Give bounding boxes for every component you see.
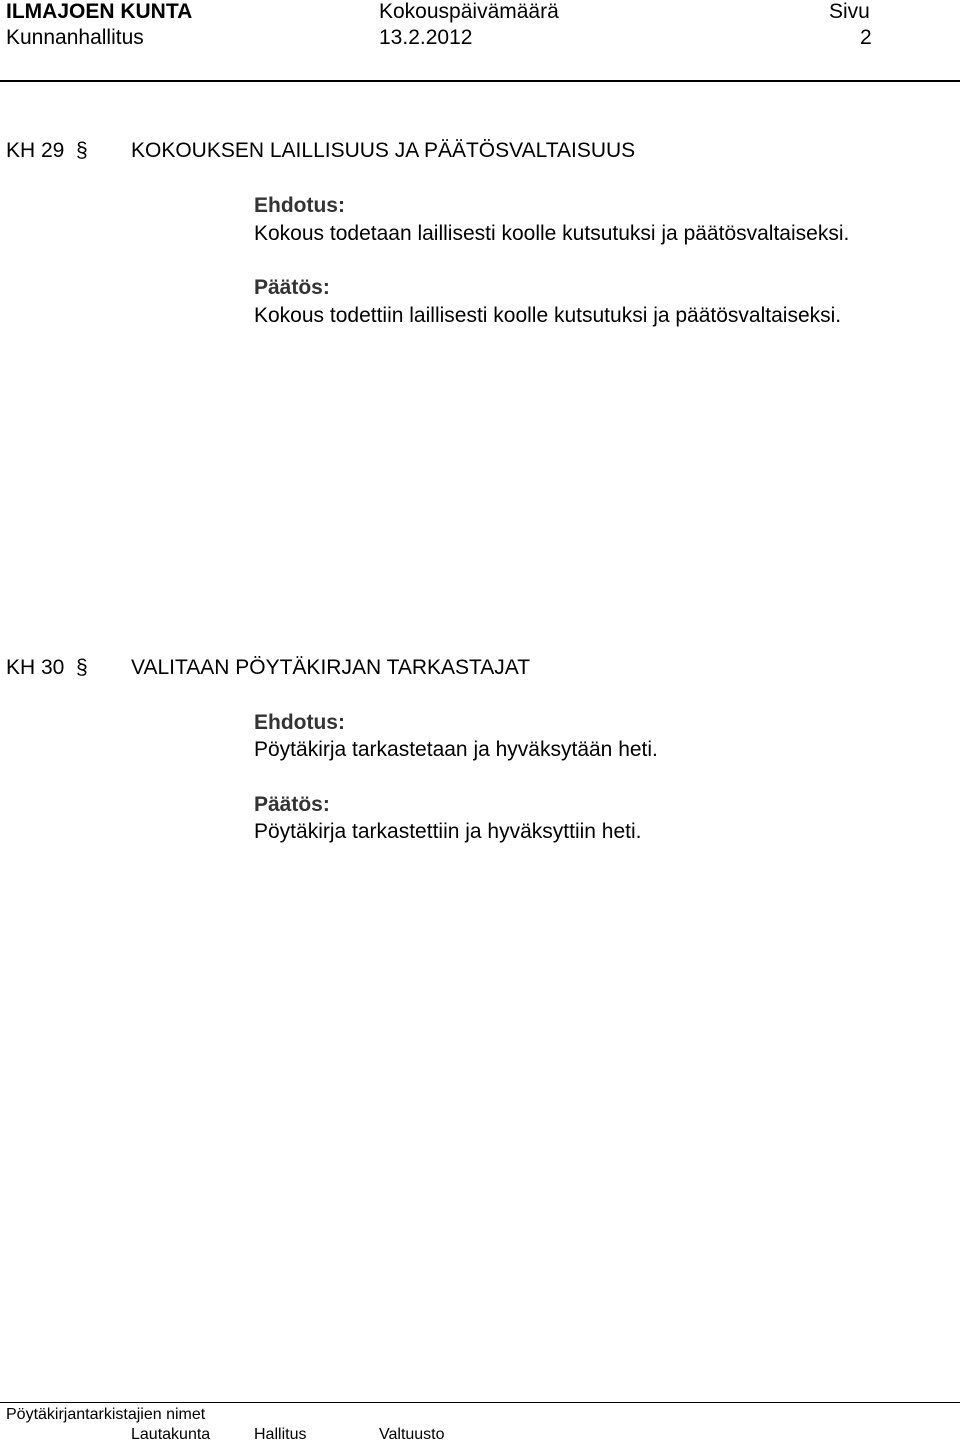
decision-label: Päätös:	[254, 793, 330, 816]
date-label: Kokouspäivämäärä	[379, 0, 559, 23]
section-mark: §	[76, 656, 88, 679]
page-number: 2	[860, 26, 872, 49]
meeting-date: 13.2.2012	[379, 26, 473, 49]
proposal-text: Kokous todetaan laillisesti koolle kutsutuksi ja päätösvaltaiseksi.	[254, 222, 850, 245]
footer-column-lautakunta: Lautakunta	[131, 1426, 211, 1443]
decision-text: Kokous todettiin laillisesti koolle kutsutuksi ja päätösvaltaiseksi.	[254, 304, 842, 327]
proposal-label: Ehdotus:	[254, 711, 345, 734]
section-number: KH 29	[6, 139, 65, 162]
proposal-label: Ehdotus:	[254, 194, 345, 217]
section-title: VALITAAN PÖYTÄKIRJAN TARKASTAJAT	[131, 656, 531, 679]
municipality-name: ILMAJOEN KUNTA	[6, 0, 193, 23]
footer-column-valtuusto: Valtuusto	[379, 1426, 445, 1443]
section-title: KOKOUKSEN LAILLISUUS JA PÄÄTÖSVALTAISUUS	[131, 139, 636, 162]
proposal-text: Pöytäkirja tarkastetaan ja hyväksytään heti.	[254, 738, 658, 761]
page-label: Sivu	[829, 0, 870, 23]
footer-column-hallitus: Hallitus	[254, 1426, 307, 1443]
footer-divider	[0, 1402, 960, 1403]
section-mark: §	[76, 139, 88, 162]
header-divider	[0, 80, 960, 82]
body-name: Kunnanhallitus	[6, 26, 144, 49]
decision-label: Päätös:	[254, 276, 330, 299]
section-number: KH 30	[6, 656, 65, 679]
decision-text: Pöytäkirja tarkastettiin ja hyväksyttiin heti.	[254, 820, 642, 843]
footer-label: Pöytäkirjantarkistajien nimet	[6, 1406, 206, 1423]
